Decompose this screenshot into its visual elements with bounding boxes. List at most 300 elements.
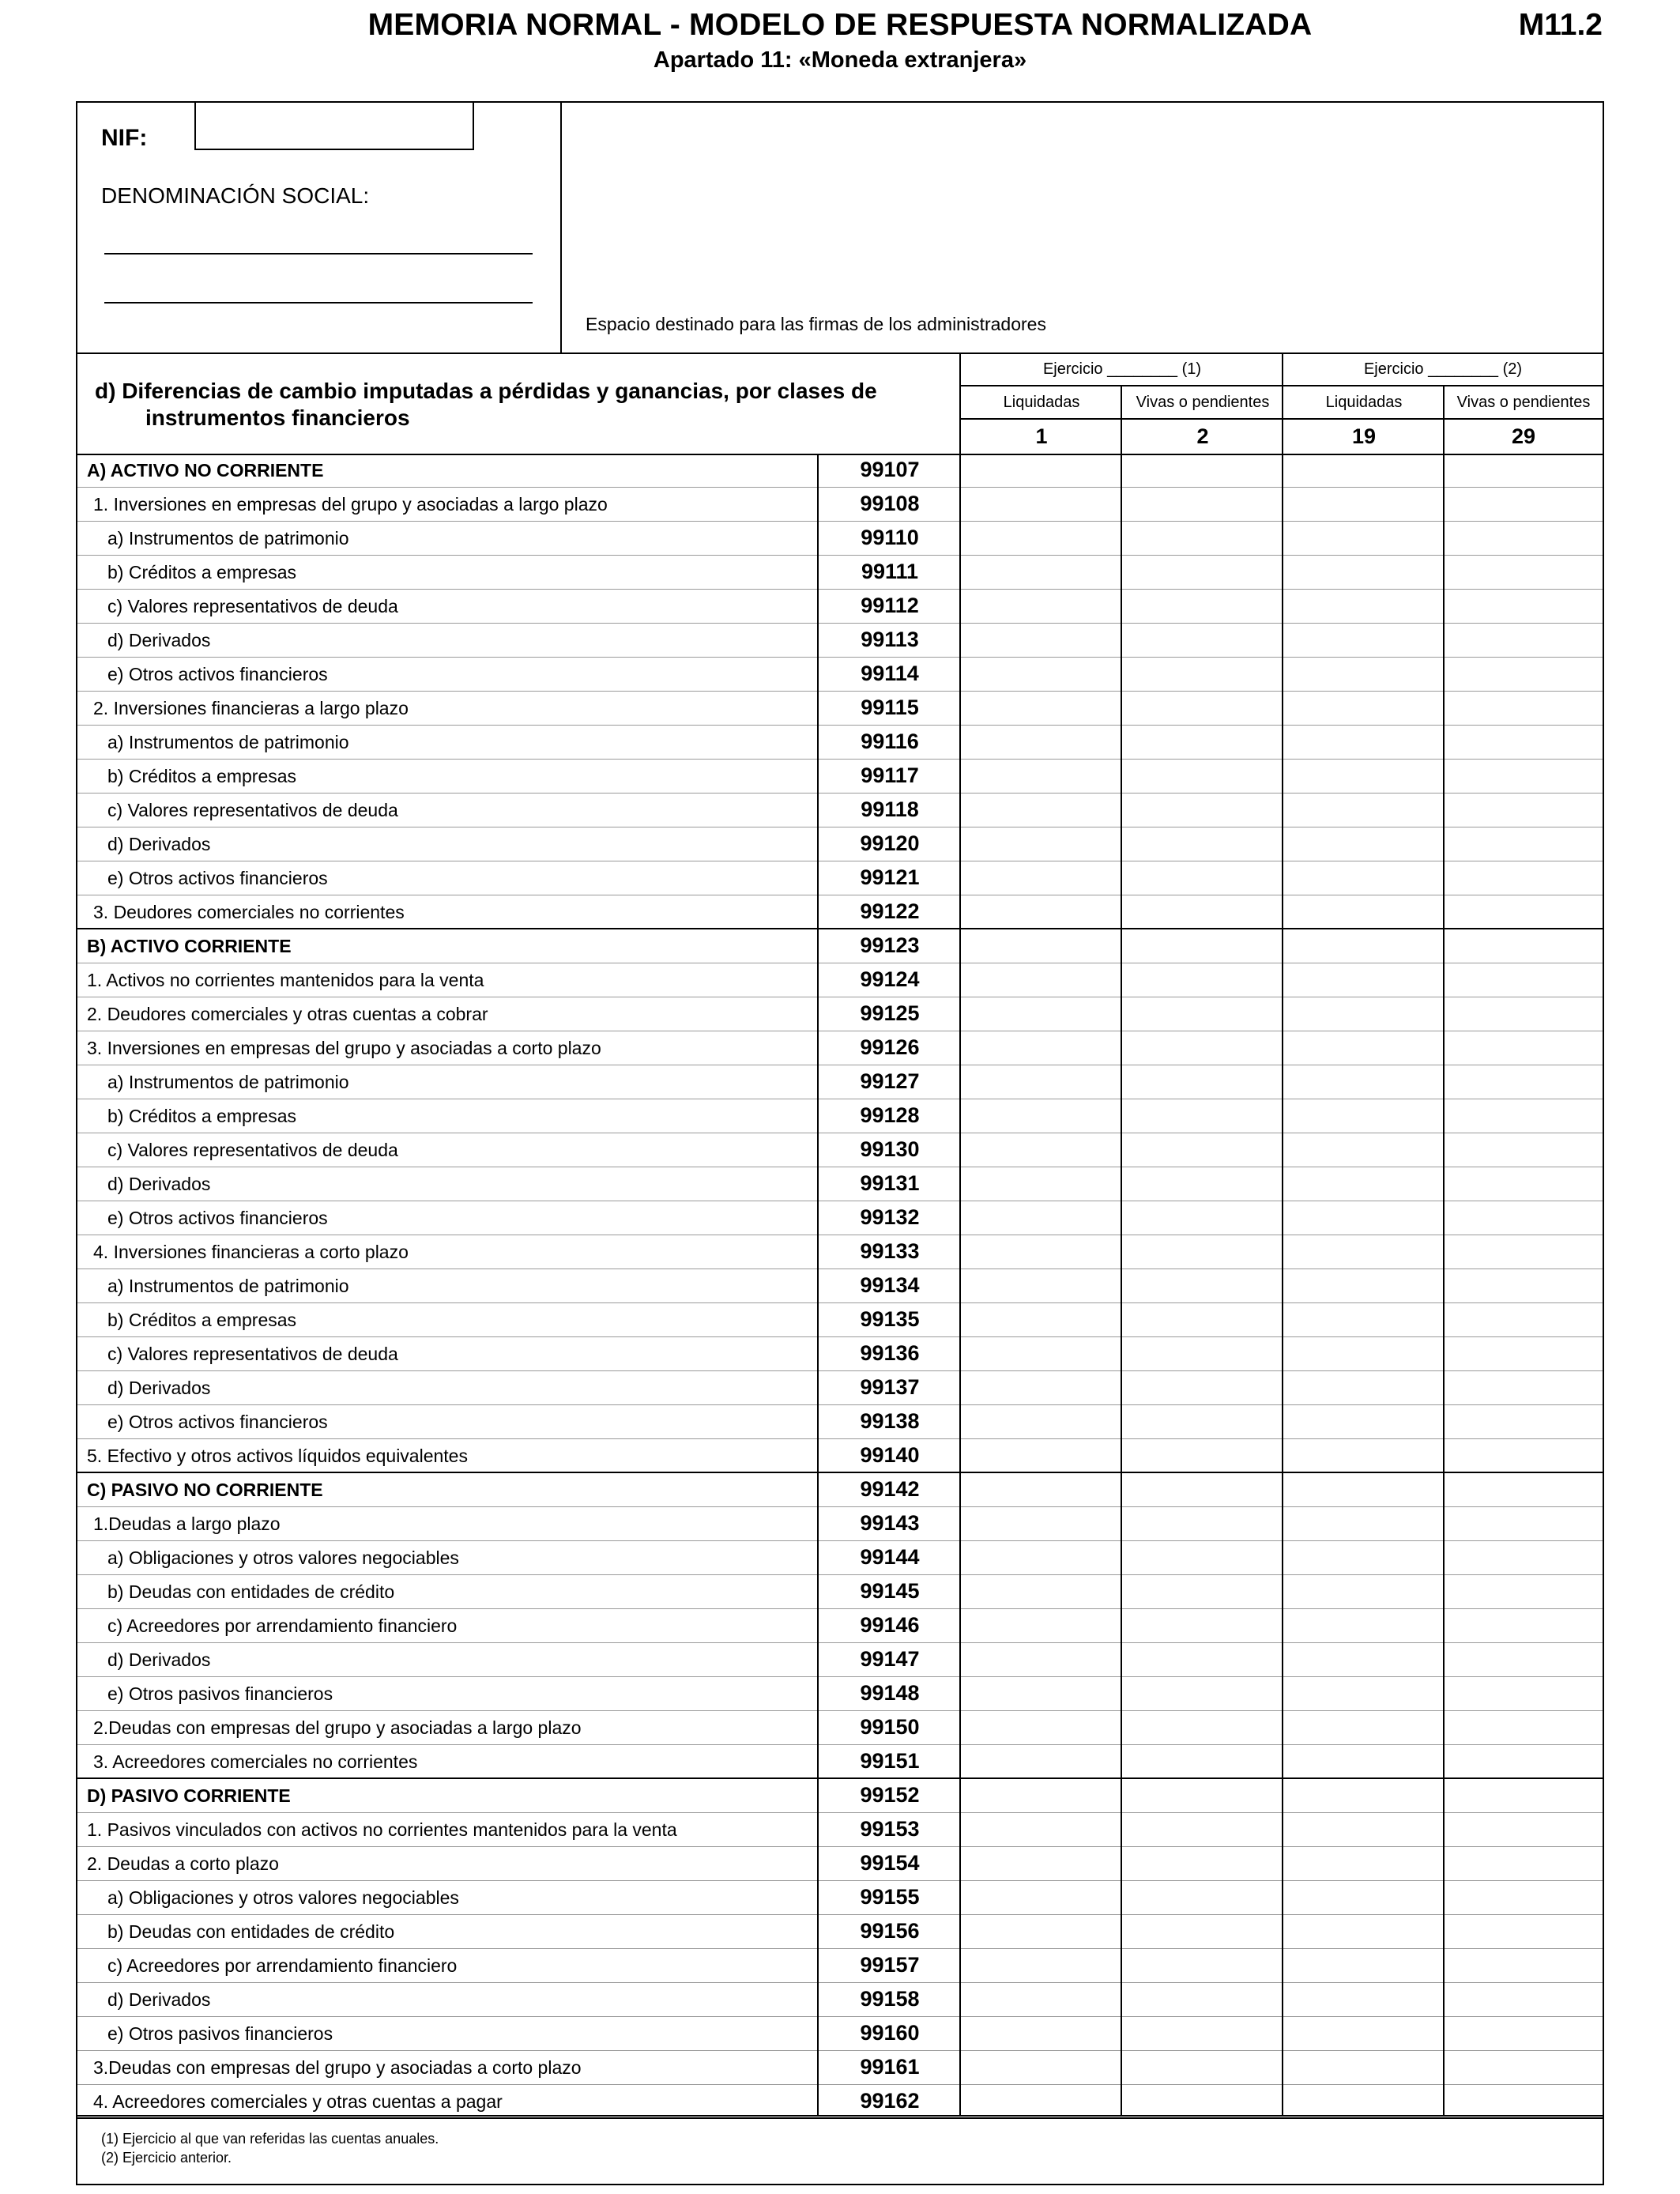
value-input-cell[interactable] <box>1283 1677 1443 1710</box>
value-input-cell[interactable] <box>1122 997 1282 1031</box>
table-row <box>77 1983 1603 2017</box>
value-input-cell[interactable] <box>1122 2051 1282 2084</box>
value-input-cell[interactable] <box>1445 1031 1603 1065</box>
row-label: e) Otros activos financieros <box>107 664 328 684</box>
document-title: MEMORIA NORMAL - MODELO DE RESPUESTA NORMALIZADA <box>367 8 1313 42</box>
value-input-cell[interactable] <box>1283 692 1443 725</box>
row-label: b) Créditos a empresas <box>107 562 297 582</box>
value-input-cell[interactable] <box>1122 1677 1282 1710</box>
value-input-cell[interactable] <box>1283 2051 1443 2084</box>
value-input-cell[interactable] <box>1122 1813 1282 1846</box>
table-row <box>77 1031 1603 1065</box>
table-row <box>77 1575 1603 1609</box>
value-input-cell[interactable] <box>1445 1915 1603 1948</box>
value-input-cell[interactable] <box>1122 692 1282 725</box>
value-input-cell[interactable] <box>1445 861 1603 895</box>
col-divider <box>1121 386 1122 454</box>
value-input-cell[interactable] <box>1283 2085 1443 2118</box>
row-code: 99147 <box>860 1647 920 1671</box>
denominacion-line-1[interactable] <box>104 253 533 254</box>
row-label: e) Otros activos financieros <box>107 1208 328 1228</box>
value-input-cell[interactable] <box>1283 1473 1443 1506</box>
value-input-cell[interactable] <box>1445 1779 1603 1812</box>
row-code: 99121 <box>860 865 920 889</box>
form-frame <box>76 101 1604 2185</box>
value-input-cell[interactable] <box>1283 827 1443 861</box>
col-header-liquidadas-1: Liquidadas <box>1003 393 1080 411</box>
table-row <box>77 997 1603 1031</box>
row-code: 99162 <box>860 2089 920 2113</box>
value-input-cell[interactable] <box>1283 1609 1443 1642</box>
value-input-cell[interactable] <box>1122 1133 1282 1167</box>
row-code: 99131 <box>860 1171 920 1195</box>
value-input-cell[interactable] <box>1122 2017 1282 2050</box>
value-input-cell[interactable] <box>961 1711 1121 1744</box>
value-input-cell[interactable] <box>1122 1099 1282 1133</box>
value-input-cell[interactable] <box>961 522 1121 555</box>
value-input-cell[interactable] <box>1445 1711 1603 1744</box>
value-input-cell[interactable] <box>961 997 1121 1031</box>
value-input-cell[interactable] <box>961 1167 1121 1201</box>
value-input-cell[interactable] <box>1445 895 1603 929</box>
value-input-cell[interactable] <box>1445 1677 1603 1710</box>
col-divider <box>1443 386 1445 454</box>
code-column-divider <box>817 454 819 2115</box>
value-input-cell[interactable] <box>1122 1269 1282 1302</box>
value-input-cell[interactable] <box>1283 794 1443 827</box>
value-input-cell[interactable] <box>1283 1711 1443 1744</box>
value-input-cell[interactable] <box>1445 1133 1603 1167</box>
row-code: 99143 <box>860 1511 920 1535</box>
table-row <box>77 522 1603 556</box>
value-input-cell[interactable] <box>1122 1405 1282 1438</box>
row-label: 2. Deudores comerciales y otras cuentas a cobrar <box>87 1004 488 1024</box>
form-code: M11.2 <box>1518 8 1603 42</box>
value-input-cell[interactable] <box>1445 2085 1603 2118</box>
value-input-cell[interactable] <box>961 454 1121 487</box>
value-input-cell[interactable] <box>1122 1065 1282 1099</box>
value-input-cell[interactable] <box>1445 760 1603 793</box>
value-input-cell[interactable] <box>1445 488 1603 521</box>
value-input-cell[interactable] <box>1445 590 1603 623</box>
value-input-cell[interactable] <box>1283 1065 1443 1099</box>
row-code: 99108 <box>860 492 920 515</box>
row-code: 99144 <box>860 1545 920 1569</box>
row-label: 5. Efectivo y otros activos líquidos equivalentes <box>87 1446 468 1466</box>
value-input-cell[interactable] <box>1283 1371 1443 1404</box>
value-input-cell[interactable] <box>1445 1983 1603 2016</box>
table-row <box>77 1711 1603 1745</box>
value-input-cell[interactable] <box>961 1269 1121 1302</box>
value-input-cell[interactable] <box>1445 1949 1603 1982</box>
value-input-cell[interactable] <box>961 1983 1121 2016</box>
col-number-2: 2 <box>1196 424 1209 448</box>
value-input-cell[interactable] <box>961 1371 1121 1404</box>
table-row <box>77 2051 1603 2085</box>
value-input-cell[interactable] <box>961 1745 1121 1778</box>
value-input-cell[interactable] <box>961 1235 1121 1269</box>
value-input-cell[interactable] <box>1445 1235 1603 1269</box>
value-input-cell[interactable] <box>1445 997 1603 1031</box>
value-input-cell[interactable] <box>961 1575 1121 1608</box>
value-input-cell[interactable] <box>1445 624 1603 657</box>
row-code: 99126 <box>860 1035 920 1059</box>
header-row-divider <box>959 418 1603 420</box>
value-input-cell[interactable] <box>1445 1643 1603 1676</box>
value-input-cell[interactable] <box>1445 454 1603 487</box>
value-input-cell[interactable] <box>1122 895 1282 929</box>
value-input-cell[interactable] <box>961 1337 1121 1370</box>
value-input-cell[interactable] <box>1445 1269 1603 1302</box>
row-label: d) Derivados <box>107 1378 211 1398</box>
value-input-cell[interactable] <box>1445 1541 1603 1574</box>
value-input-cell[interactable] <box>1283 454 1443 487</box>
value-input-cell[interactable] <box>1445 692 1603 725</box>
row-label: e) Otros pasivos financieros <box>107 1683 333 1704</box>
value-input-cell[interactable] <box>961 794 1121 827</box>
identification-fields <box>77 103 562 352</box>
value-input-cell[interactable] <box>961 1949 1121 1982</box>
value-input-cell[interactable] <box>1283 1269 1443 1302</box>
value-input-cell[interactable] <box>1122 556 1282 589</box>
value-input-cell[interactable] <box>1122 1235 1282 1269</box>
value-input-cell[interactable] <box>1122 794 1282 827</box>
value-input-cell[interactable] <box>1445 556 1603 589</box>
row-label: a) Instrumentos de patrimonio <box>107 1072 349 1092</box>
value-input-cell[interactable] <box>1283 1507 1443 1540</box>
row-code: 99116 <box>861 729 919 753</box>
section-title-line2: instrumentos financieros <box>145 405 410 430</box>
table-row <box>77 1541 1603 1575</box>
value-input-cell[interactable] <box>1445 1405 1603 1438</box>
value-input-cell[interactable] <box>1122 1881 1282 1914</box>
table-row <box>77 929 1603 963</box>
row-label: b) Créditos a empresas <box>107 766 297 786</box>
value-input-cell[interactable] <box>1122 726 1282 759</box>
value-input-cell[interactable] <box>1122 1779 1282 1812</box>
value-column-divider <box>1121 454 1122 2115</box>
value-input-cell[interactable] <box>1445 1303 1603 1336</box>
row-code: 99155 <box>860 1885 920 1909</box>
value-input-cell[interactable] <box>961 1609 1121 1642</box>
table-row <box>77 658 1603 692</box>
value-input-cell[interactable] <box>961 590 1121 623</box>
value-input-cell[interactable] <box>961 1031 1121 1065</box>
value-input-cell[interactable] <box>961 1541 1121 1574</box>
row-code: 99120 <box>860 831 920 855</box>
row-label: 2.Deudas con empresas del grupo y asociadas a largo plazo <box>93 1717 582 1738</box>
value-input-cell[interactable] <box>1122 1473 1282 1506</box>
value-input-cell[interactable] <box>1283 624 1443 657</box>
value-input-cell[interactable] <box>1283 658 1443 691</box>
value-input-cell[interactable] <box>1445 963 1603 997</box>
row-label: b) Deudas con entidades de crédito <box>107 1581 395 1602</box>
table-row <box>77 1201 1603 1235</box>
nif-input[interactable] <box>194 103 474 150</box>
value-input-cell[interactable] <box>1445 1337 1603 1370</box>
value-input-cell[interactable] <box>1283 1575 1443 1608</box>
row-code: 99123 <box>860 933 920 957</box>
value-input-cell[interactable] <box>961 2051 1121 2084</box>
value-input-cell[interactable] <box>1122 929 1282 963</box>
value-input-cell[interactable] <box>1283 1235 1443 1269</box>
table-row <box>77 1745 1603 1779</box>
value-input-cell[interactable] <box>1445 827 1603 861</box>
value-input-cell[interactable] <box>1283 963 1443 997</box>
row-label: C) PASIVO NO CORRIENTE <box>87 1480 323 1500</box>
row-label: c) Acreedores por arrendamiento financiero <box>107 1615 458 1636</box>
value-input-cell[interactable] <box>1445 1847 1603 1880</box>
value-input-cell[interactable] <box>1445 658 1603 691</box>
value-input-cell[interactable] <box>961 760 1121 793</box>
value-input-cell[interactable] <box>1445 1201 1603 1235</box>
value-input-cell[interactable] <box>961 1779 1121 1812</box>
value-input-cell[interactable] <box>1445 2051 1603 2084</box>
table-row <box>77 2017 1603 2051</box>
row-label: 1. Pasivos vinculados con activos no corrientes mantenidos para la venta <box>87 1819 677 1840</box>
value-input-cell[interactable] <box>1122 2085 1282 2118</box>
value-input-cell[interactable] <box>961 1133 1121 1167</box>
value-input-cell[interactable] <box>961 1405 1121 1438</box>
row-code: 99142 <box>860 1477 920 1501</box>
value-input-cell[interactable] <box>961 963 1121 997</box>
value-input-cell[interactable] <box>961 895 1121 929</box>
value-input-cell[interactable] <box>1445 726 1603 759</box>
value-input-cell[interactable] <box>1122 1439 1282 1472</box>
signature-area[interactable] <box>562 103 1603 352</box>
table-column-header <box>77 352 1603 455</box>
row-code: 99153 <box>860 1817 920 1841</box>
value-input-cell[interactable] <box>961 1473 1121 1506</box>
value-input-cell[interactable] <box>1283 1643 1443 1676</box>
value-input-cell[interactable] <box>1283 556 1443 589</box>
table-row <box>77 1779 1603 1813</box>
row-code: 99114 <box>861 662 919 685</box>
value-input-cell[interactable] <box>1122 963 1282 997</box>
value-input-cell[interactable] <box>1445 1745 1603 1778</box>
value-input-cell[interactable] <box>1122 522 1282 555</box>
row-label: 1. Activos no corrientes mantenidos para la venta <box>87 970 484 990</box>
row-label: d) Derivados <box>107 630 211 650</box>
value-input-cell[interactable] <box>1283 1881 1443 1914</box>
value-input-cell[interactable] <box>1122 1643 1282 1676</box>
value-input-cell[interactable] <box>1445 522 1603 555</box>
value-input-cell[interactable] <box>961 658 1121 691</box>
value-input-cell[interactable] <box>1122 1201 1282 1235</box>
value-input-cell[interactable] <box>961 1847 1121 1880</box>
row-code: 99152 <box>860 1783 920 1807</box>
table-row <box>77 1677 1603 1711</box>
value-input-cell[interactable] <box>1445 1371 1603 1404</box>
value-input-cell[interactable] <box>1283 760 1443 793</box>
row-label: c) Valores representativos de deuda <box>107 800 398 820</box>
value-input-cell[interactable] <box>1283 1813 1443 1846</box>
row-label: 1.Deudas a largo plazo <box>93 1514 281 1534</box>
value-input-cell[interactable] <box>1283 1337 1443 1370</box>
value-input-cell[interactable] <box>1445 1167 1603 1201</box>
row-label: b) Créditos a empresas <box>107 1310 297 1330</box>
value-input-cell[interactable] <box>961 624 1121 657</box>
value-input-cell[interactable] <box>1283 895 1443 929</box>
value-input-cell[interactable] <box>1283 1779 1443 1812</box>
table-row <box>77 1813 1603 1847</box>
denominacion-line-2[interactable] <box>104 302 533 303</box>
header-row-divider <box>959 385 1603 386</box>
value-input-cell[interactable] <box>961 827 1121 861</box>
value-input-cell[interactable] <box>1122 1371 1282 1404</box>
value-input-cell[interactable] <box>1445 1609 1603 1642</box>
value-input-cell[interactable] <box>1122 1745 1282 1778</box>
row-label: a) Instrumentos de patrimonio <box>107 732 349 752</box>
table-row <box>77 1099 1603 1133</box>
row-code: 99130 <box>860 1137 920 1161</box>
value-input-cell[interactable] <box>961 1915 1121 1948</box>
table-row <box>77 1133 1603 1167</box>
value-input-cell[interactable] <box>1122 1337 1282 1370</box>
row-code: 99161 <box>860 2055 920 2079</box>
row-code: 99107 <box>860 458 920 481</box>
value-input-cell[interactable] <box>1445 1099 1603 1133</box>
value-input-cell[interactable] <box>1283 1847 1443 1880</box>
row-label: a) Obligaciones y otros valores negociables <box>107 1547 459 1568</box>
value-input-cell[interactable] <box>1122 1575 1282 1608</box>
value-input-cell[interactable] <box>1283 1949 1443 1982</box>
nif-label: NIF: <box>101 125 148 151</box>
value-input-cell[interactable] <box>1445 1473 1603 1506</box>
value-input-cell[interactable] <box>961 1303 1121 1336</box>
value-input-cell[interactable] <box>1122 1303 1282 1336</box>
value-input-cell[interactable] <box>1122 1949 1282 1982</box>
value-input-cell[interactable] <box>961 1439 1121 1472</box>
value-input-cell[interactable] <box>1122 1915 1282 1948</box>
row-code: 99160 <box>860 2021 920 2045</box>
value-input-cell[interactable] <box>1122 760 1282 793</box>
value-input-cell[interactable] <box>1283 1201 1443 1235</box>
value-input-cell[interactable] <box>1283 726 1443 759</box>
row-label: 4. Inversiones financieras a corto plazo <box>93 1242 409 1262</box>
value-input-cell[interactable] <box>961 488 1121 521</box>
value-input-cell[interactable] <box>1283 997 1443 1031</box>
value-input-cell[interactable] <box>961 1677 1121 1710</box>
row-code: 99134 <box>860 1273 920 1297</box>
value-input-cell[interactable] <box>1283 1133 1443 1167</box>
row-code: 99158 <box>860 1987 920 2011</box>
row-code: 99146 <box>860 1613 920 1637</box>
value-input-cell[interactable] <box>1283 1745 1443 1778</box>
value-input-cell[interactable] <box>1122 827 1282 861</box>
value-input-cell[interactable] <box>961 692 1121 725</box>
row-label: 2. Inversiones financieras a largo plazo <box>93 698 409 718</box>
value-input-cell[interactable] <box>1122 1167 1282 1201</box>
value-input-cell[interactable] <box>1445 1813 1603 1846</box>
row-code: 99112 <box>861 594 919 617</box>
value-input-cell[interactable] <box>961 1201 1121 1235</box>
value-column-divider <box>959 454 961 2115</box>
value-input-cell[interactable] <box>1122 1031 1282 1065</box>
value-input-cell[interactable] <box>961 1065 1121 1099</box>
row-label: D) PASIVO CORRIENTE <box>87 1785 291 1806</box>
value-input-cell[interactable] <box>961 1813 1121 1846</box>
table-row <box>77 1269 1603 1303</box>
value-input-cell[interactable] <box>1283 1031 1443 1065</box>
section-title-line1: d) Diferencias de cambio imputadas a pérdidas y ganancias, por clases de <box>95 379 877 403</box>
value-input-cell[interactable] <box>961 1099 1121 1133</box>
value-input-cell[interactable] <box>1122 1711 1282 1744</box>
value-input-cell[interactable] <box>1445 794 1603 827</box>
col-divider <box>959 352 961 454</box>
value-input-cell[interactable] <box>1283 1915 1443 1948</box>
value-input-cell[interactable] <box>1122 1847 1282 1880</box>
row-label: d) Derivados <box>107 834 211 854</box>
value-input-cell[interactable] <box>1122 590 1282 623</box>
value-input-cell[interactable] <box>961 1881 1121 1914</box>
value-input-cell[interactable] <box>1445 1439 1603 1472</box>
value-input-cell[interactable] <box>1122 488 1282 521</box>
value-input-cell[interactable] <box>1122 861 1282 895</box>
row-label: d) Derivados <box>107 1174 211 1194</box>
row-label: c) Valores representativos de deuda <box>107 1344 398 1364</box>
row-label: 4. Acreedores comerciales y otras cuentas a pagar <box>93 2091 503 2112</box>
row-code: 99128 <box>860 1103 920 1127</box>
value-input-cell[interactable] <box>1283 1439 1443 1472</box>
value-input-cell[interactable] <box>1283 590 1443 623</box>
row-label: 3.Deudas con empresas del grupo y asociadas a corto plazo <box>93 2057 582 2078</box>
value-input-cell[interactable] <box>1283 488 1443 521</box>
value-input-cell[interactable] <box>1445 1065 1603 1099</box>
value-input-cell[interactable] <box>1122 1541 1282 1574</box>
value-input-cell[interactable] <box>961 2085 1121 2118</box>
value-input-cell[interactable] <box>1283 1405 1443 1438</box>
value-input-cell[interactable] <box>961 1507 1121 1540</box>
row-code: 99154 <box>860 1851 920 1875</box>
value-input-cell[interactable] <box>1445 1575 1603 1608</box>
value-input-cell[interactable] <box>961 1643 1121 1676</box>
table-row <box>77 1949 1603 1983</box>
value-input-cell[interactable] <box>1283 1983 1443 2016</box>
value-input-cell[interactable] <box>961 861 1121 895</box>
table-row <box>77 692 1603 726</box>
value-input-cell[interactable] <box>961 556 1121 589</box>
value-input-cell[interactable] <box>1445 929 1603 963</box>
value-input-cell[interactable] <box>1283 2017 1443 2050</box>
col-number-19: 19 <box>1351 424 1377 448</box>
value-input-cell[interactable] <box>961 2017 1121 2050</box>
value-input-cell[interactable] <box>1445 2017 1603 2050</box>
table-row <box>77 590 1603 624</box>
table-row <box>77 1609 1603 1643</box>
value-input-cell[interactable] <box>1283 1303 1443 1336</box>
value-input-cell[interactable] <box>1122 1507 1282 1540</box>
value-input-cell[interactable] <box>1122 624 1282 657</box>
value-input-cell[interactable] <box>1283 929 1443 963</box>
value-input-cell[interactable] <box>961 929 1121 963</box>
value-input-cell[interactable] <box>1445 1507 1603 1540</box>
value-input-cell[interactable] <box>1122 1609 1282 1642</box>
value-input-cell[interactable] <box>1283 522 1443 555</box>
value-input-cell[interactable] <box>1445 1881 1603 1914</box>
value-input-cell[interactable] <box>1283 861 1443 895</box>
value-input-cell[interactable] <box>1122 658 1282 691</box>
value-input-cell[interactable] <box>1122 1983 1282 2016</box>
value-input-cell[interactable] <box>1283 1099 1443 1133</box>
value-input-cell[interactable] <box>1122 454 1282 487</box>
row-code: 99157 <box>860 1953 920 1977</box>
table-row <box>77 861 1603 895</box>
table-row <box>77 454 1603 488</box>
value-input-cell[interactable] <box>961 726 1121 759</box>
value-input-cell[interactable] <box>1283 1167 1443 1201</box>
value-input-cell[interactable] <box>1283 1541 1443 1574</box>
